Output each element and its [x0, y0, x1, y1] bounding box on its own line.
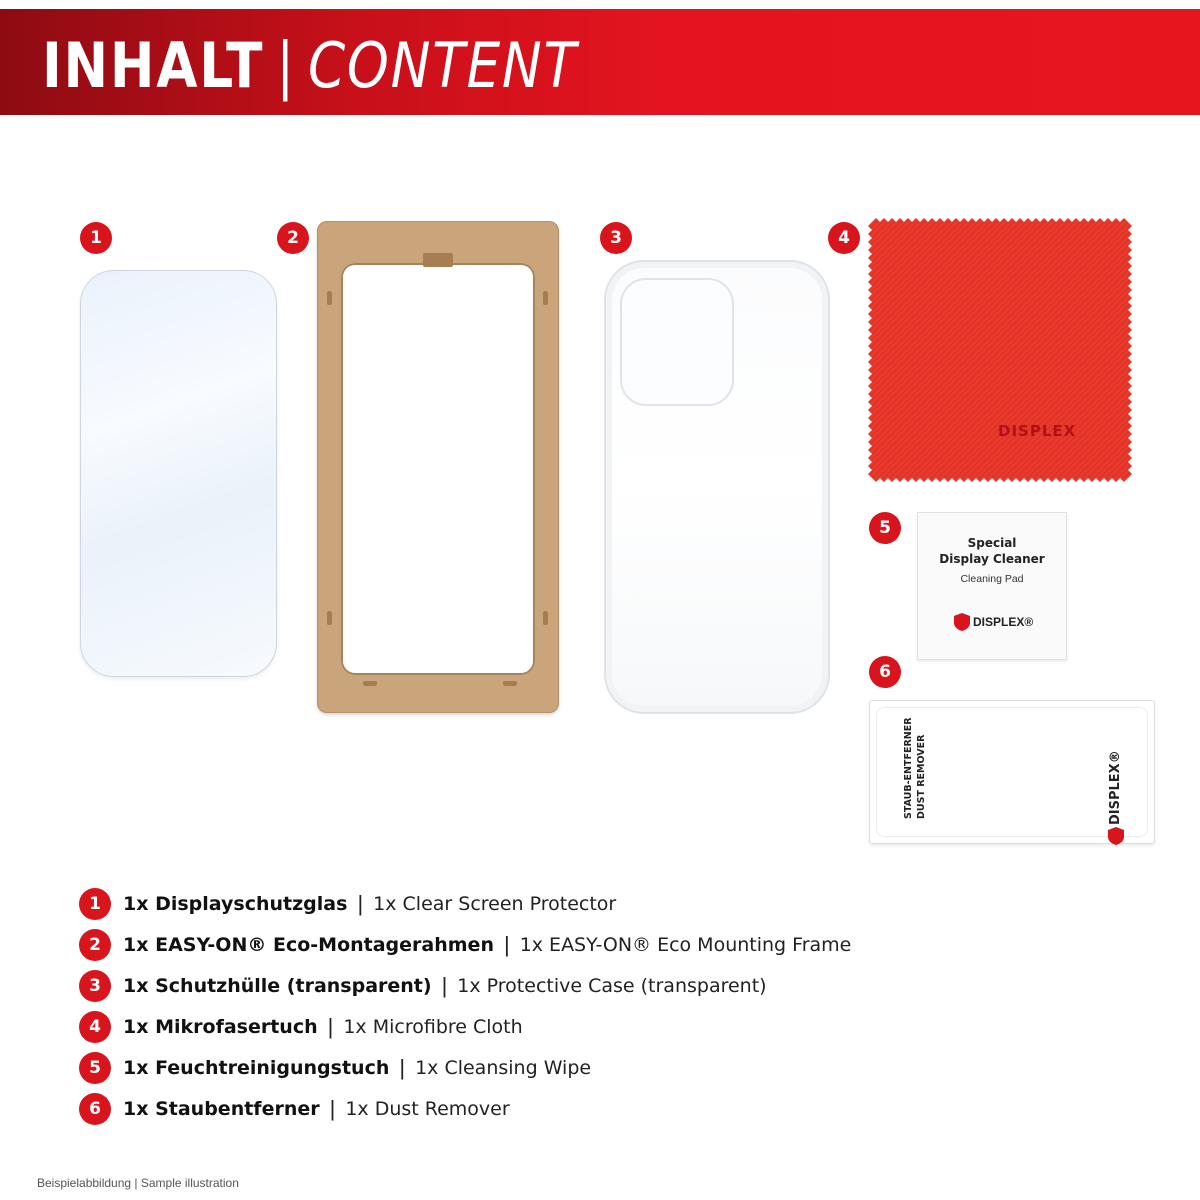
product-number-badge: 4 [828, 222, 860, 254]
dust-remover-label-en: DUST REMOVER [916, 734, 927, 819]
item-label-en: 1x EASY-ON® Eco Mounting Frame [519, 934, 852, 956]
frame-tab [327, 291, 332, 305]
list-item [79, 1010, 523, 1044]
title-en: CONTENT [307, 29, 578, 102]
wipe-subtitle: Cleaning Pad [960, 573, 1024, 585]
product-number-badge: 3 [600, 222, 632, 254]
mounting-frame-image [317, 221, 559, 713]
list-number-badge: 5 [79, 1052, 111, 1084]
item-label-de: 1x Mikrofasertuch [123, 1016, 318, 1038]
list-item [79, 1051, 591, 1085]
cloth-logo: DISPLEX [998, 422, 1077, 440]
item-label-de: 1x EASY-ON® Eco-Montagerahmen [123, 934, 494, 956]
cleansing-wipe-image [917, 512, 1067, 660]
title-separator: | [276, 29, 296, 102]
wipe-logo-text: DISPLEX® [973, 615, 1034, 629]
shield-icon [954, 613, 970, 631]
item-separator: | [357, 891, 364, 916]
list-number-badge: 2 [79, 929, 111, 961]
dust-logo-text: DISPLEX® [1108, 750, 1123, 825]
list-item [79, 928, 851, 962]
product-number-badge: 1 [80, 222, 112, 254]
frame-tab [543, 611, 548, 625]
case-camera-cutout [620, 278, 734, 406]
item-label-en: 1x Cleansing Wipe [415, 1057, 592, 1079]
list-number-badge: 3 [79, 970, 111, 1002]
item-separator: | [503, 932, 510, 957]
list-number-badge: 1 [79, 888, 111, 920]
title-de: INHALT [42, 29, 265, 102]
page-title [42, 31, 578, 101]
item-separator: | [441, 973, 448, 998]
wipe-logo [954, 613, 1033, 631]
header-banner [0, 9, 1200, 115]
product-number-badge: 6 [869, 656, 901, 688]
item-separator: | [327, 1014, 334, 1039]
frame-tab [363, 681, 377, 686]
frame-tab [543, 291, 548, 305]
dust-remover-label [902, 717, 928, 819]
item-label-en: 1x Microfibre Cloth [343, 1016, 523, 1038]
microfibre-cloth-image [868, 218, 1132, 482]
screen-protector-image [80, 270, 277, 677]
item-separator: | [329, 1096, 336, 1121]
item-label-de: 1x Schutzhülle (transparent) [123, 975, 432, 997]
wipe-title-line1: Special [967, 536, 1017, 550]
item-label-de: 1x Staubentferner [123, 1098, 320, 1120]
frame-cutout [341, 263, 535, 675]
product-number-badge: 5 [869, 512, 901, 544]
item-separator: | [399, 1055, 406, 1080]
list-item [79, 887, 616, 921]
item-label-en: 1x Dust Remover [345, 1098, 510, 1120]
dust-remover-image [869, 700, 1155, 844]
list-item [79, 969, 767, 1003]
product-number-badge: 2 [277, 222, 309, 254]
list-number-badge: 4 [79, 1011, 111, 1043]
shield-icon [1108, 827, 1124, 845]
item-label-en: 1x Clear Screen Protector [373, 893, 617, 915]
footer-note: Beispielabbildung | Sample illustration [37, 1176, 239, 1190]
list-number-badge: 6 [79, 1093, 111, 1125]
item-label-de: 1x Displayschutzglas [123, 893, 348, 915]
item-label-de: 1x Feuchtreinigungstuch [123, 1057, 390, 1079]
dust-remover-label-de: STAUB-ENTFERNER [903, 717, 914, 819]
item-label-en: 1x Protective Case (transparent) [457, 975, 767, 997]
wipe-title-line2: Display Cleaner [939, 552, 1045, 566]
list-item [79, 1092, 510, 1126]
wipe-title [918, 535, 1066, 567]
protective-case-image [604, 260, 830, 714]
frame-tab [503, 681, 517, 686]
frame-tab [327, 611, 332, 625]
cloth-shape [868, 218, 1132, 482]
frame-tab [423, 253, 453, 267]
dust-remover-logo [1108, 750, 1123, 825]
